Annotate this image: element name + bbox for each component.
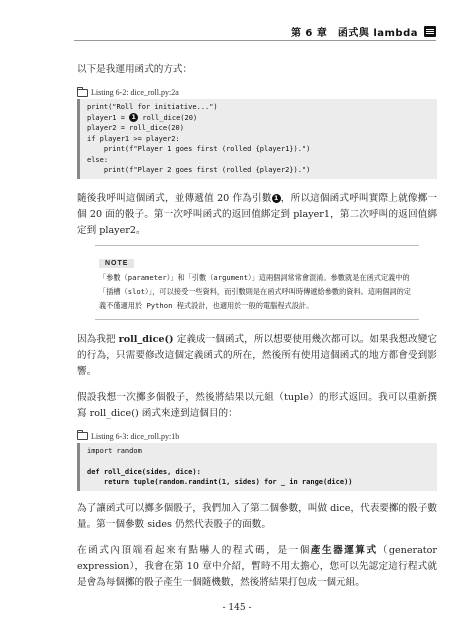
listing-label (77, 88, 437, 97)
page-header (291, 24, 436, 39)
inline-code: roll_dice() (118, 333, 174, 345)
code-fragment: roll_dice(20) (138, 113, 198, 122)
code-block (77, 99, 437, 179)
callout-marker: 1 (272, 194, 281, 203)
paragraph-generator (77, 543, 437, 591)
paragraph-tuple: 假設我想一次擲多個骰子，然後將結果以元組（tuple）的形式返回。我可以重新撰寫 roll_dice() 函式來達到這個目的： (77, 391, 437, 419)
text-fragment: （generator expression），我會在第 10 章中介紹，暫時不用太擔心，您可以先認定這行程式就是會為每個擲的骰子產生一個隨機數，然後將結果打包成一個元組。 (77, 544, 438, 588)
listing-label-text: Listing 6-2: dice_roll.py:2a (91, 88, 179, 97)
code-line: print(f"Player 2 goes first (rolled {player2}).") (87, 166, 311, 174)
bold-term: 產生器運算式 (310, 544, 378, 556)
folder-icon (77, 432, 88, 440)
text-fragment: 因為我把 (77, 333, 119, 345)
code-line: return tuple(random.randint(1, sides) for _ in range(dice)) (87, 478, 353, 486)
folder-icon (77, 89, 88, 97)
paragraph-reuse (77, 332, 437, 380)
note-box (95, 245, 419, 320)
code-line (87, 113, 429, 124)
listing-label-text: Listing 6-3: dice_roll.py:1b (91, 431, 180, 441)
chapter-title: 第 6 章 函式與 lambda (290, 28, 418, 39)
callout-marker: 1 (129, 113, 138, 122)
paragraph-call-explanation (77, 191, 437, 239)
code-block (77, 443, 437, 491)
code-line: print("Roll for initiative...") (87, 103, 218, 111)
book-icon (424, 26, 436, 37)
code-line: print(f"Player 1 goes first (rolled {player1}).") (87, 145, 311, 153)
text-fragment: 定義成一個函式，所以想要使用幾次都可以。如果我想改變它的行為，只需要修改這個定義函式的所在，然後所有使用這個函式的地方都會受到影響。 (77, 333, 437, 377)
header-divider (74, 40, 436, 41)
text-fragment: 在函式內頂端看起來有點嚇人的程式碼，是一個 (77, 544, 311, 556)
note-text: 「參數（parameter）」和「引數（argument）」這兩個詞常常會混淆。參數就是在函式定義中的「插槽（slot）」，可以接受一些資料，而引數則是在函式呼叫時傳遞給參數的資料。這兩個詞的定義不僅適用於 Python 程式設計，也適用於一般的電腦程式設計。 (99, 272, 411, 310)
note-label: NOTE (99, 259, 134, 268)
code-line: else: (87, 155, 109, 164)
page-number: - 145 - (222, 603, 252, 613)
listing-label (77, 432, 437, 441)
intro-paragraph: 以下是我運用函式的方式： (77, 64, 193, 75)
code-line: if player1 >= player2: (87, 134, 180, 143)
paragraph-dice-param: 為了讓函式可以擲多個骰子，我們加入了第二個參數，叫做 dice，代表要擲的骰子數量。第一個參數 sides 仍然代表骰子的面數。 (77, 502, 437, 530)
code-line: def roll_dice(sides, dice): (87, 467, 201, 476)
text-fragment: 隨後我呼叫這個函式，並傳遞值 20 作為引數 (77, 192, 272, 204)
code-line: player2 = roll_dice(20) (87, 124, 184, 132)
page-content (77, 62, 437, 591)
code-line (87, 456, 429, 467)
code-fragment: player1 = (87, 113, 130, 122)
text-fragment: ，所以這個函式呼叫實際上就像擲一個 20 面的骰子。第一次呼叫函式的返回值綁定到 player1，第二次呼叫的返回值綁定到 player2。 (77, 192, 437, 236)
code-line: import random (87, 446, 142, 455)
